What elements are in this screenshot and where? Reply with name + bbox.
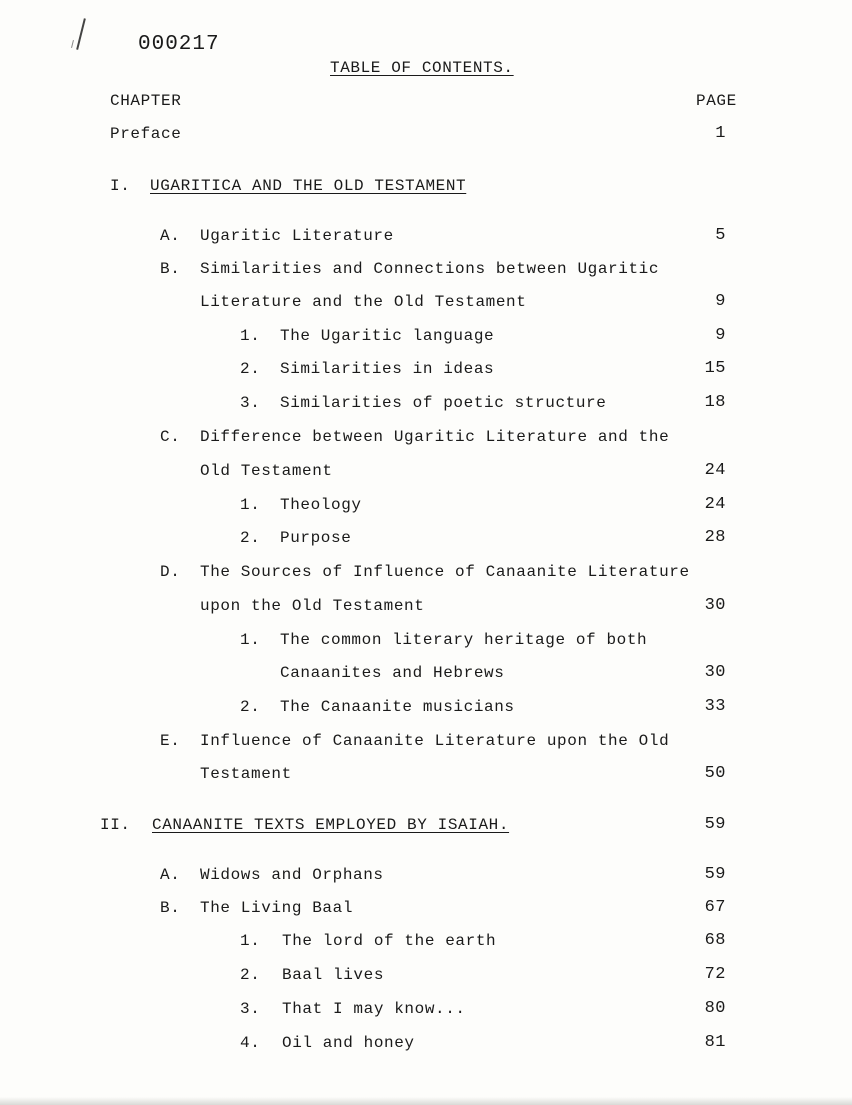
subsection-page: 81	[704, 1033, 726, 1052]
section-title: Similarities and Connections between Ugaritic	[200, 260, 660, 278]
chapter-2-title: CANAANITE TEXTS EMPLOYED BY ISAIAH.	[152, 816, 510, 834]
preface-page: 1	[715, 124, 726, 143]
subsection-title: The Canaanite musicians	[280, 698, 515, 716]
section-page: 59	[704, 865, 726, 884]
subsection-title: That I may know...	[282, 1000, 466, 1018]
chapter-2-number: II.	[100, 816, 131, 834]
section-letter: C.	[160, 428, 181, 446]
subsection-title: Similarities of poetic structure	[280, 394, 607, 412]
subsection-title-continued: Canaanites and Hebrews	[280, 664, 505, 682]
subsection-number: 2.	[240, 529, 261, 547]
section-title: Influence of Canaanite Literature upon the Old	[200, 732, 670, 750]
section-title: Widows and Orphans	[200, 866, 384, 884]
chapter-column-header: CHAPTER	[110, 92, 182, 110]
subsection-page: 9	[715, 326, 726, 345]
subsection-title: Baal lives	[282, 966, 385, 984]
pen-mark-small	[71, 40, 74, 48]
scan-bottom-edge	[0, 1097, 852, 1105]
preface-label: Preface	[110, 125, 182, 143]
subsection-number: 1.	[240, 496, 261, 514]
subsection-title: Theology	[280, 496, 362, 514]
section-title-continued: upon the Old Testament	[200, 597, 425, 615]
page-column-header: PAGE	[696, 92, 737, 110]
subsection-number: 4.	[240, 1034, 261, 1052]
section-title-continued: Testament	[200, 765, 292, 783]
subsection-page: 18	[704, 393, 726, 412]
section-title: Difference between Ugaritic Literature and the	[200, 428, 670, 446]
section-letter: E.	[160, 732, 181, 750]
chapter-2-page: 59	[704, 815, 726, 834]
subsection-number: 1.	[240, 327, 261, 345]
section-letter: A.	[160, 227, 181, 245]
chapter-1-number: I.	[110, 177, 131, 195]
section-title: The Living Baal	[200, 899, 354, 917]
section-letter: D.	[160, 563, 181, 581]
section-letter: B.	[160, 260, 181, 278]
subsection-title: The lord of the earth	[282, 932, 497, 950]
section-page: 9	[715, 292, 726, 311]
page-title: TABLE OF CONTENTS.	[330, 59, 514, 77]
subsection-number: 1.	[240, 932, 261, 950]
subsection-number: 3.	[240, 394, 261, 412]
subsection-number: 3.	[240, 1000, 261, 1018]
subsection-page: 30	[704, 663, 726, 682]
section-title-continued: Literature and the Old Testament	[200, 293, 527, 311]
section-letter: B.	[160, 899, 181, 917]
subsection-page: 15	[704, 359, 726, 378]
subsection-title: Oil and honey	[282, 1034, 415, 1052]
subsection-page: 33	[704, 697, 726, 716]
subsection-page: 72	[704, 965, 726, 984]
section-title: The Sources of Influence of Canaanite Literature	[200, 563, 690, 581]
subsection-title: Similarities in ideas	[280, 360, 495, 378]
subsection-number: 2.	[240, 966, 261, 984]
section-page: 5	[715, 226, 726, 245]
subsection-page: 24	[704, 495, 726, 514]
subsection-title: The Ugaritic language	[280, 327, 495, 345]
document-number: 000217	[138, 33, 220, 56]
subsection-page: 68	[704, 931, 726, 950]
section-page: 30	[704, 596, 726, 615]
subsection-page: 80	[704, 999, 726, 1018]
section-page: 24	[704, 461, 726, 480]
section-page: 50	[704, 764, 726, 783]
subsection-page: 28	[704, 528, 726, 547]
subsection-number: 1.	[240, 631, 261, 649]
subsection-title: Purpose	[280, 529, 352, 547]
section-title-continued: Old Testament	[200, 462, 333, 480]
section-page: 67	[704, 898, 726, 917]
chapter-1-title: UGARITICA AND THE OLD TESTAMENT	[150, 177, 467, 195]
subsection-number: 2.	[240, 360, 261, 378]
subsection-number: 2.	[240, 698, 261, 716]
section-title: Ugaritic Literature	[200, 227, 394, 245]
subsection-title: The common literary heritage of both	[280, 631, 648, 649]
pen-mark	[76, 18, 85, 49]
section-letter: A.	[160, 866, 181, 884]
